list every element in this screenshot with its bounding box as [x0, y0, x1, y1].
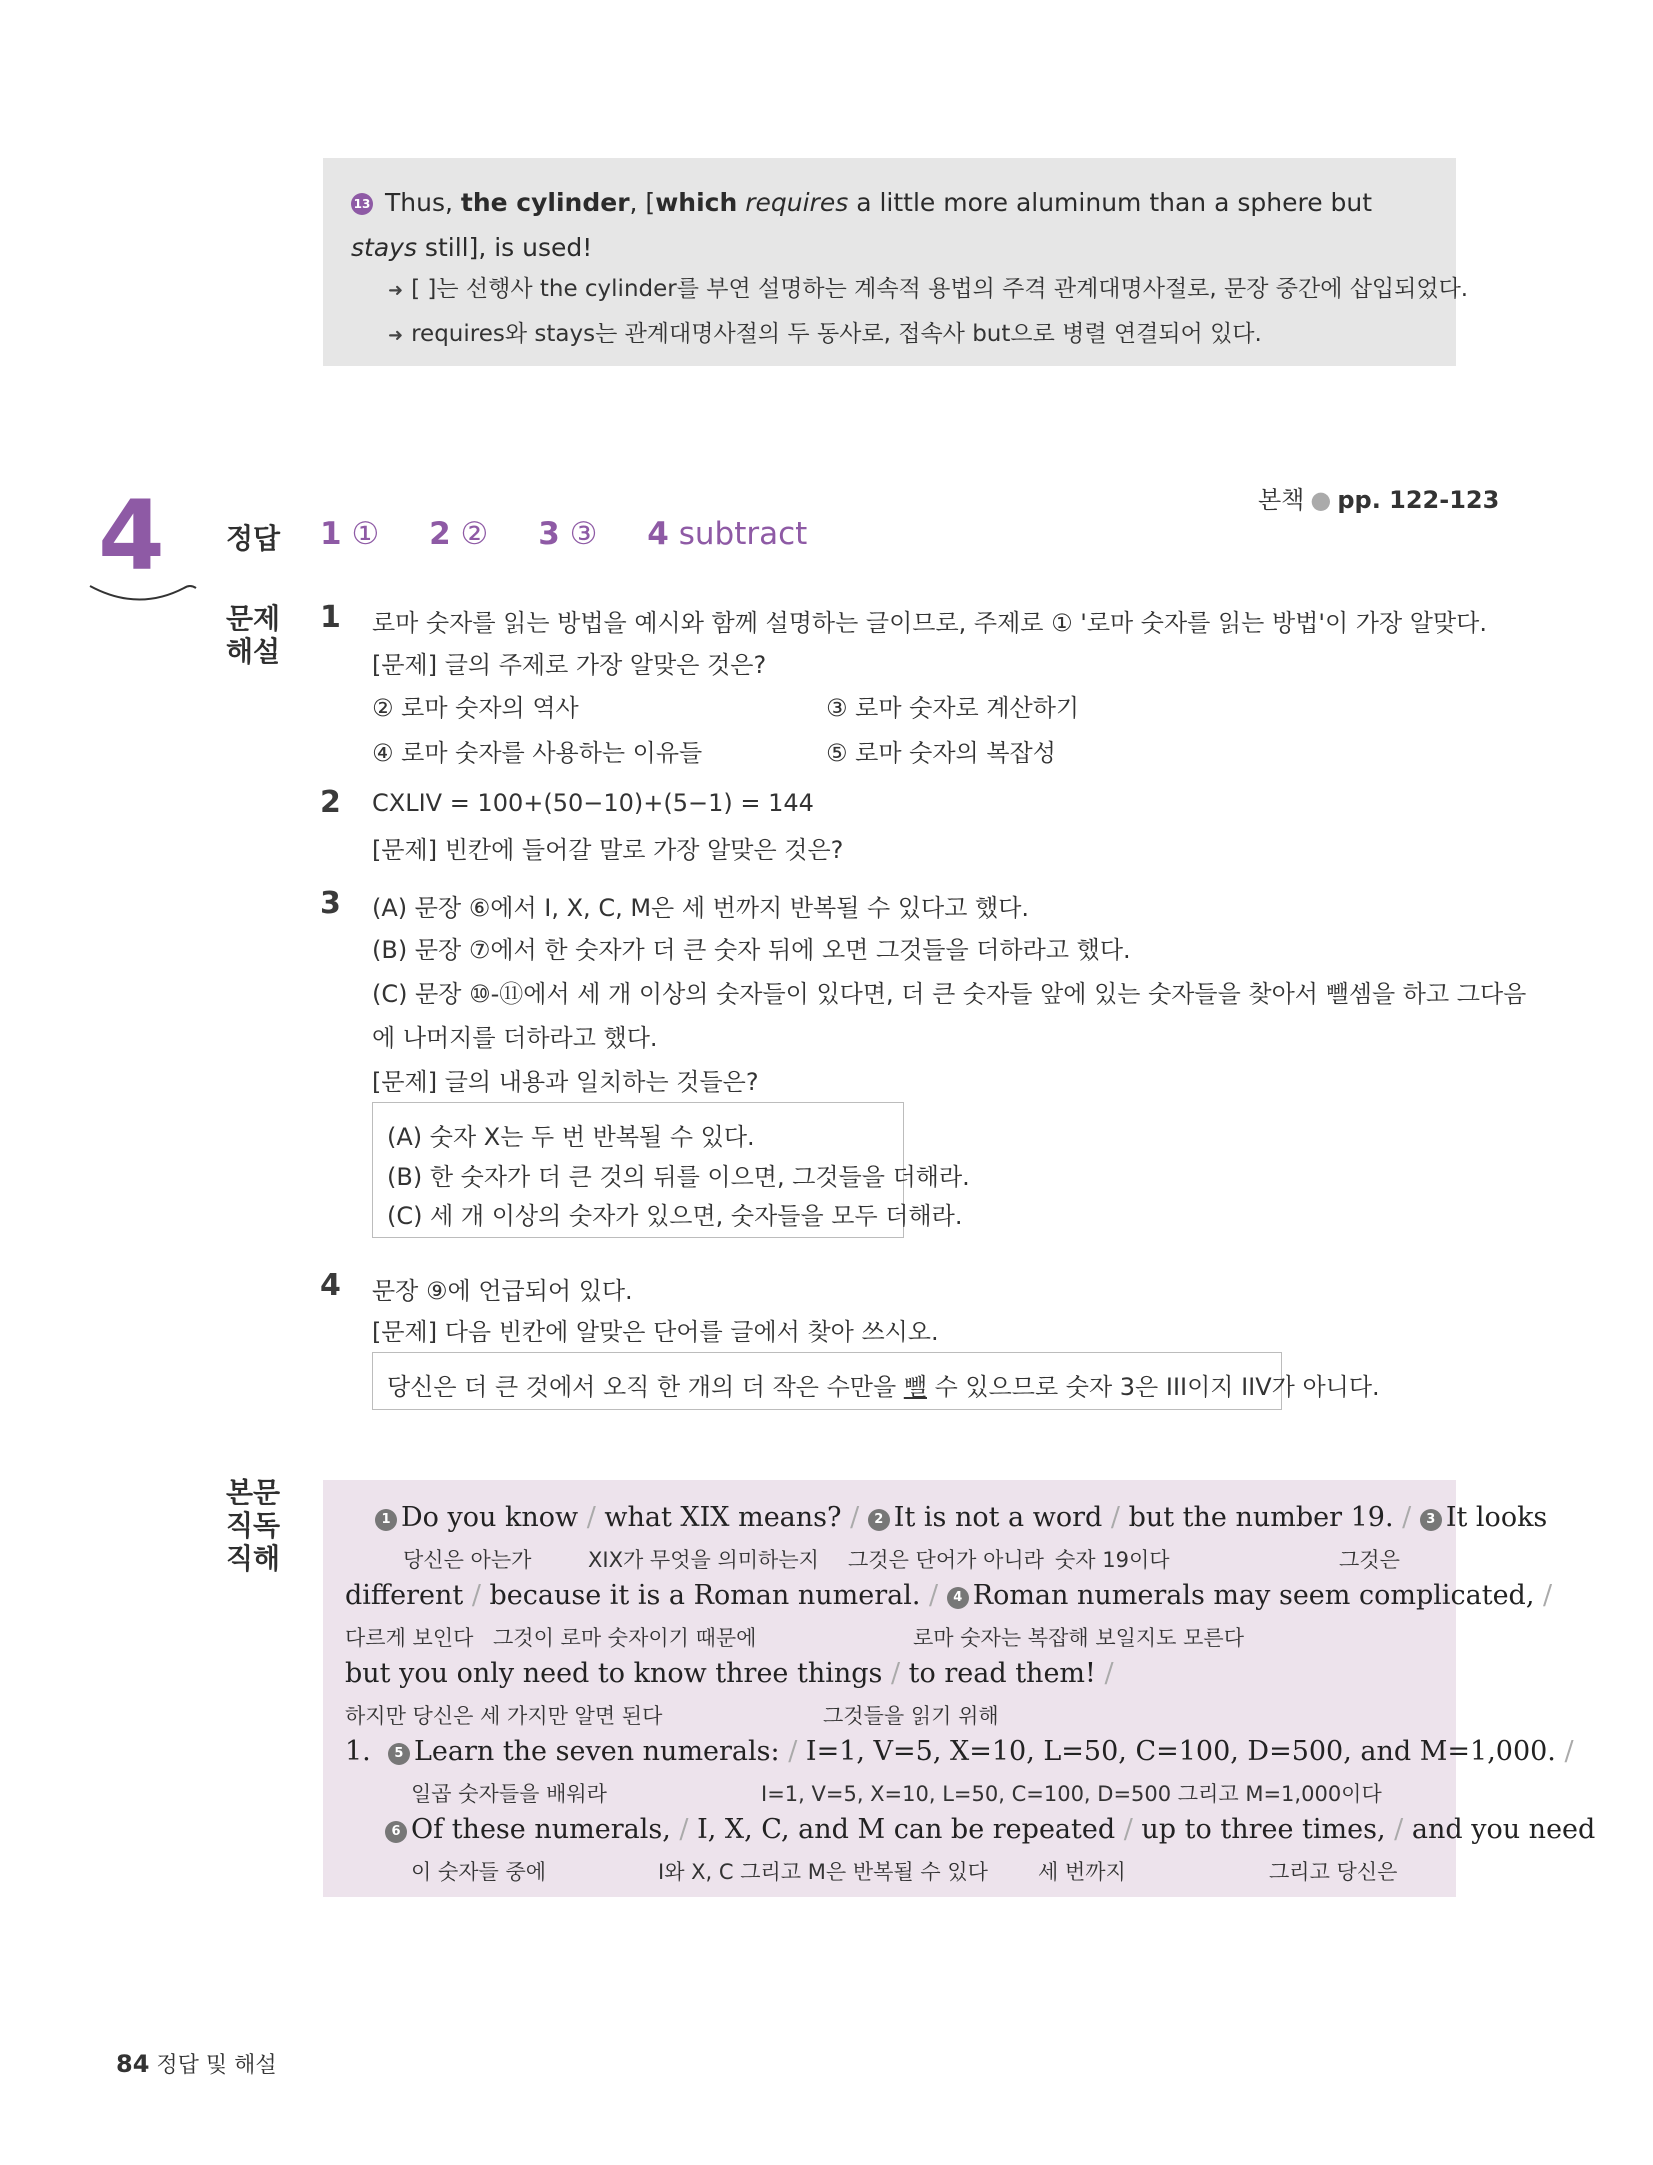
footer-label: 정답 및 해설	[156, 2053, 277, 2078]
sentence-number-badge: 5	[388, 1743, 410, 1765]
sentence-number-badge: 13	[351, 193, 373, 215]
reading-row-3-korean: 하지만 당신은 세 가지만 알면 된다	[345, 1704, 663, 1728]
q3-line-c: (C) 문장 ⑩-⑪에서 세 개 이상의 숫자들이 있다면, 더 큰 숫자들 앞에 있는 숫자들을 찾아서 뺄셈을 하고 그다음	[372, 980, 1527, 1008]
q3-statement-a: (A) 숫자 X는 두 번 반복될 수 있다.	[387, 1123, 755, 1151]
q3-question: [문제] 글의 내용과 일치하는 것들은?	[372, 1068, 759, 1096]
bullet-dot-icon: ●	[1310, 486, 1332, 514]
q1-explanation: 로마 숫자를 읽는 방법을 예시와 함께 설명하는 글이므로, 주제로 ① '로마 숫자를 읽는 방법'이 가장 알맞다.	[372, 609, 1487, 637]
question-1-number: 1	[320, 600, 341, 635]
reading-row-3-english: but you only need to know three things / to read them! /	[345, 1658, 1114, 1689]
grammar-note-2: ➜ requires와 stays는 관계대명사절의 두 동사로, 접속사 but으로 병렬 연결되어 있다.	[388, 321, 1262, 347]
reading-row-5-korean: 그리고 당신은	[1269, 1860, 1398, 1884]
section-swoosh-decoration	[88, 572, 198, 612]
reading-row-5-korean: 이 숫자들 중에	[411, 1860, 547, 1884]
question-2-number: 2	[320, 785, 341, 820]
page-reference: 본책 ● pp. 122-123	[1258, 486, 1500, 514]
q3-statement-box	[372, 1102, 970, 1238]
q4-question: [문제] 다음 빈칸에 알맞은 단어를 글에서 찾아 쓰시오.	[372, 1318, 939, 1346]
q3-line-b: (B) 문장 ⑦에서 한 숫자가 더 큰 숫자 뒤에 오면 그것들을 더하라고 했다.	[372, 936, 1131, 964]
explanation-label: 문제 해설	[226, 602, 281, 668]
reading-row-1-korean: XIX가 무엇을 의미하는지	[588, 1548, 819, 1572]
q2-explanation: CXLIV = 100+(50−10)+(5−1) = 144	[372, 789, 814, 817]
question-4-number: 4	[320, 1268, 341, 1303]
q4-sentence: 당신은 더 큰 것에서 오직 한 개의 더 작은 수만을 뺄 수 있으므로 숫자 3은 III이지 IIV가 아니다.	[387, 1373, 1380, 1401]
reading-row-2-korean: 그것이 로마 숫자이기 때문에	[493, 1626, 757, 1650]
answer-2: 2 ②	[429, 516, 489, 552]
q4-answer-blank: 뺄	[903, 1373, 927, 1401]
page-footer	[116, 2048, 277, 2079]
q1-option-5: ⑤ 로마 숫자의 복잡성	[826, 739, 1056, 767]
arrow-right-icon: ➜	[388, 325, 404, 346]
answer-1: 1 ①	[320, 516, 380, 552]
grammar-sentence: 13 Thus, the cylinder, [which requires a little more aluminum than a sphere but stays still], is used!	[351, 188, 1373, 262]
q1-option-4: ④ 로마 숫자를 사용하는 이유들	[372, 739, 703, 767]
direct-translation-box	[323, 1480, 1596, 1897]
reading-row-1-english: 1 Do you know / what XIX means? / 2 It is not a word / but the number 19. / 3 It looks	[375, 1502, 1547, 1533]
sentence-number-badge: 1	[375, 1509, 397, 1531]
reading-row-1-korean: 숫자 19이다	[1055, 1548, 1170, 1572]
reading-row-2-korean: 다르게 보인다	[345, 1626, 474, 1650]
q1-option-2: ② 로마 숫자의 역사	[372, 694, 579, 722]
reading-row-2-english: different / because it is a Roman numeral. / 4 Roman numerals may seem complicated, /	[345, 1580, 1553, 1611]
answer-label: 정답	[226, 522, 281, 555]
reading-row-1-korean: 그것은	[1339, 1548, 1400, 1572]
sentence-number-badge: 4	[947, 1587, 969, 1609]
q3-line-a: (A) 문장 ⑥에서 I, X, C, M은 세 번까지 반복될 수 있다고 했다.	[372, 894, 1030, 922]
q3-statement-b: (B) 한 숫자가 더 큰 것의 뒤를 이으면, 그것들을 더해라.	[387, 1163, 970, 1191]
q2-question: [문제] 빈칸에 들어갈 말로 가장 알맞은 것은?	[372, 836, 844, 864]
reading-row-4-english: 1. 5 Learn the seven numerals: / I=1, V=5, X=10, L=50, C=100, D=500, and M=1,000. /	[345, 1736, 1574, 1767]
section-number: 4	[98, 480, 165, 592]
page-number: 84	[116, 2050, 150, 2078]
answer-4: 4 subtract	[647, 516, 808, 552]
reading-row-4-korean: I=1, V=5, X=10, L=50, C=100, D=500 그리고 M=1,000이다	[761, 1782, 1382, 1806]
arrow-right-icon: ➜	[388, 280, 404, 301]
reading-row-1-korean: 그것은 단어가 아니라	[848, 1548, 1044, 1572]
reading-label: 본문 직독 직해	[226, 1476, 281, 1575]
q4-sentence-box	[372, 1352, 1380, 1410]
reading-row-5-english: 6 Of these numerals, / I, X, C, and M can be repeated / up to three times, / and you need	[385, 1814, 1595, 1845]
sentence-number-badge: 2	[868, 1509, 890, 1531]
q1-question: [문제] 글의 주제로 가장 알맞은 것은?	[372, 651, 767, 679]
question-3-number: 3	[320, 886, 341, 921]
reading-row-3-korean: 그것들을 읽기 위해	[823, 1704, 999, 1728]
reading-row-2-korean: 로마 숫자는 복잡해 보일지도 모른다	[913, 1626, 1244, 1650]
q4-explanation: 문장 ⑨에 언급되어 있다.	[372, 1277, 633, 1305]
answer-3: 3 ③	[538, 516, 598, 552]
grammar-note-box	[323, 158, 1469, 366]
sentence-number-badge: 6	[385, 1821, 407, 1843]
sentence-number-badge: 3	[1420, 1509, 1442, 1531]
q3-line-c-cont: 에 나머지를 더하라고 했다.	[372, 1024, 658, 1052]
reading-row-5-korean: I와 X, C 그리고 M은 반복될 수 있다	[658, 1860, 988, 1884]
reading-row-4-korean: 일곱 숫자들을 배워라	[411, 1782, 607, 1806]
reading-row-5-korean: 세 번까지	[1038, 1860, 1126, 1884]
q1-option-3: ③ 로마 숫자로 계산하기	[826, 694, 1080, 722]
reading-row-1-korean: 당신은 아는가	[403, 1548, 532, 1572]
q3-statement-c: (C) 세 개 이상의 숫자가 있으면, 숫자들을 모두 더해라.	[387, 1202, 963, 1230]
answer-row	[320, 516, 847, 552]
grammar-note-1: ➜ [ ]는 선행사 the cylinder를 부연 설명하는 계속적 용법의 주격 관계대명사절로, 문장 중간에 삽입되었다.	[388, 276, 1469, 302]
